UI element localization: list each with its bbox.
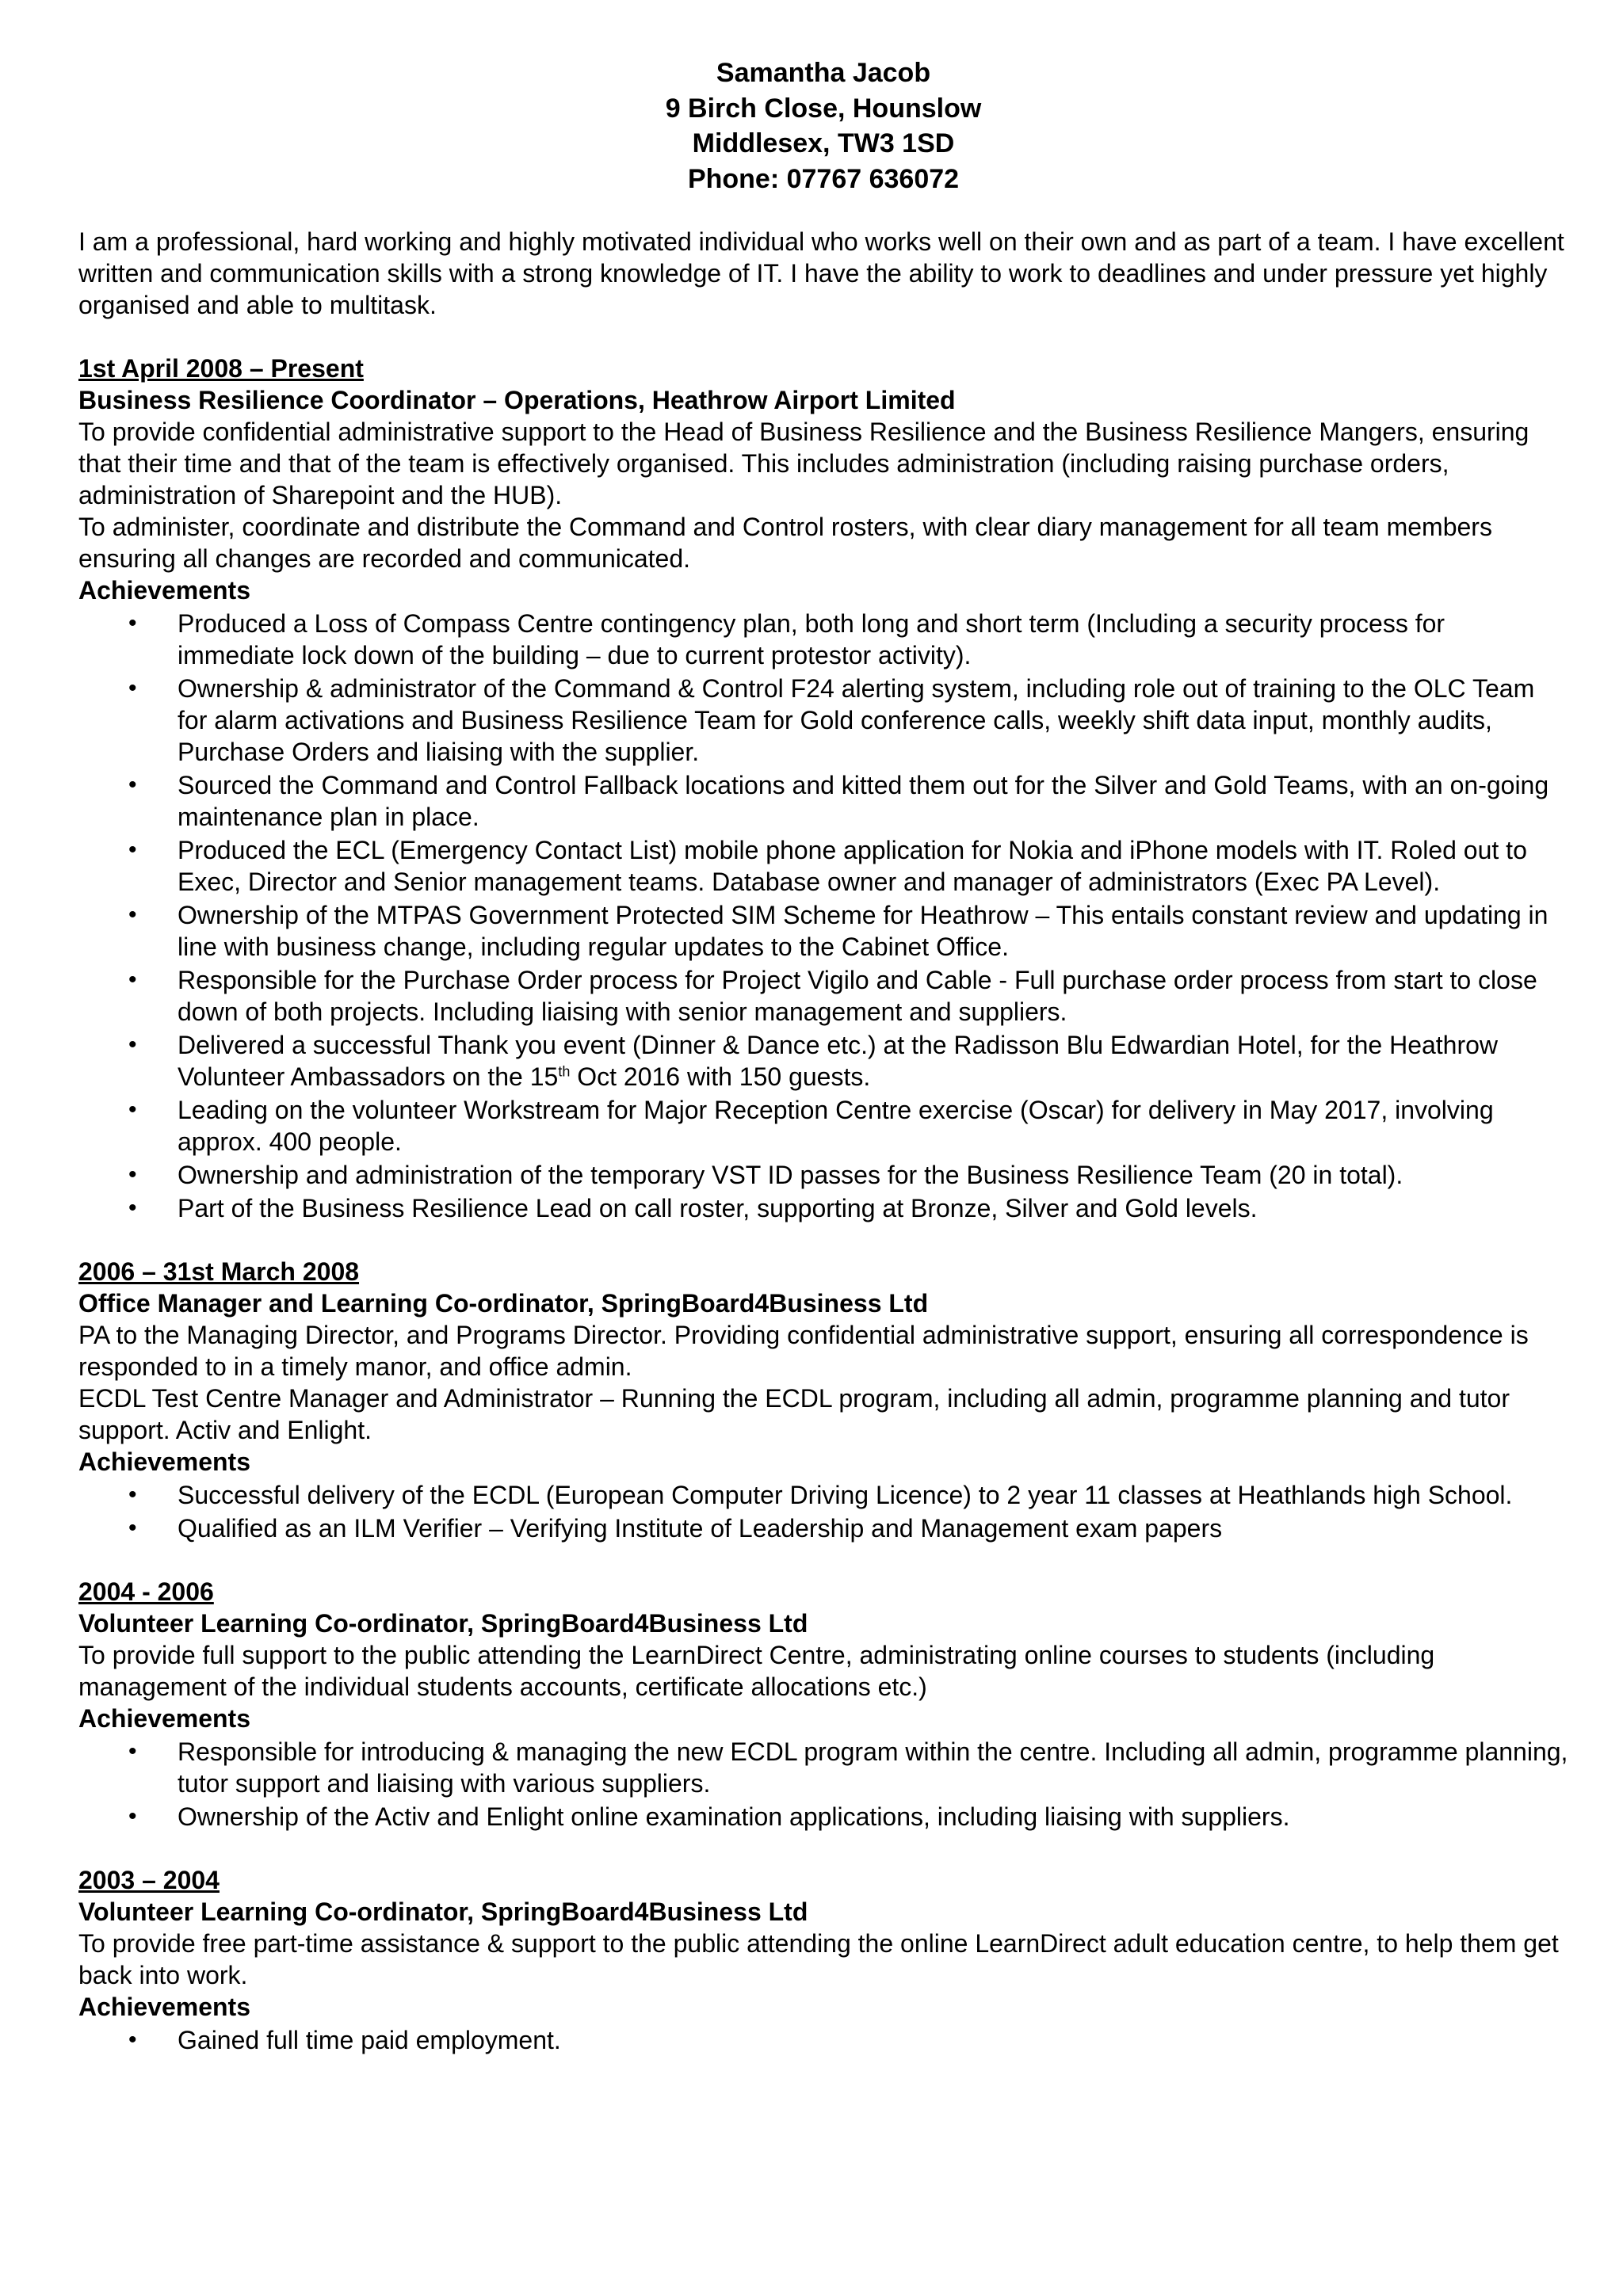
list-item: • Ownership of the Activ and Enlight online examination applications, including liaising with suppliers. <box>128 1802 1290 1831</box>
job-dates: 2006 – 31st March 2008 <box>78 1257 360 1286</box>
bullet-icon: • <box>128 1161 137 1188</box>
achievements-list <box>78 1479 1568 1544</box>
job-section-heathrow <box>78 353 1568 1224</box>
bullet-icon: • <box>128 1032 137 1058</box>
job-description: PA to the Managing Director, and Programs Director. Providing confidential administrative support, ensuring all correspondence is responded to in a timely manor, and office admin. <box>78 1321 1529 1381</box>
achievements-list <box>78 1736 1568 1833</box>
address-line-1: 9 Birch Close, Hounslow <box>665 93 982 124</box>
list-item: • Leading on the volunteer Workstream for Major Reception Centre exercise (Oscar) for delivery in May 2017, involving approx. 400 people. <box>128 1096 1494 1156</box>
job-description: To administer, coordinate and distribute the Command and Control rosters, with clear diary management for all team members ensuring all changes are recorded and communicated. <box>78 513 1492 573</box>
list-item: • Part of the Business Resilience Lead on call roster, supporting at Bronze, Silver and Gold levels. <box>128 1194 1258 1222</box>
job-dates: 2003 – 2004 <box>78 1866 220 1894</box>
list-item: • Gained full time paid employment. <box>128 2026 561 2054</box>
personal-summary: I am a professional, hard working and highly motivated individual who works well on their own and as part of a team. I have excellent written and communication skills with a strong knowledge of IT. I have the ability to work to deadlines and under pressure yet highly organised and able to multitask. <box>78 227 1564 319</box>
bullet-icon: • <box>128 1195 137 1221</box>
list-item: • Successful delivery of the ECDL (European Computer Driving Licence) to 2 year 11 classes at Heathlands high School. <box>128 1481 1513 1509</box>
phone-number: Phone: 07767 636072 <box>687 163 960 194</box>
achievements-heading: Achievements <box>78 1704 250 1733</box>
bullet-icon: • <box>128 837 137 863</box>
bullet-icon: • <box>128 610 137 636</box>
job-role: Business Resilience Coordinator – Operations, Heathrow Airport Limited <box>78 386 956 414</box>
job-dates: 2004 - 2006 <box>78 1577 214 1606</box>
list-item: • Delivered a successful Thank you event (Dinner & Dance etc.) at the Radisson Blu Edwardian Hotel, for the Heathrow Volunteer Ambassadors on the 15th Oct 2016 with 150 guests. <box>128 1031 1499 1091</box>
cv-header <box>78 55 1568 196</box>
list-item: • Ownership and administration of the temporary VST ID passes for the Business Resilience Team (20 in total). <box>128 1161 1403 1189</box>
achievements-list <box>78 608 1568 1224</box>
bullet-icon: • <box>128 772 137 798</box>
bullet-icon: • <box>128 1482 137 1508</box>
job-role: Volunteer Learning Co-ordinator, SpringBoard4Business Ltd <box>78 1609 808 1638</box>
achievements-heading: Achievements <box>78 576 250 605</box>
bullet-icon: • <box>128 1097 137 1123</box>
job-description: ECDL Test Centre Manager and Administrator – Running the ECDL program, including all admin, programme planning and tutor support. Activ and Enlight. <box>78 1384 1510 1444</box>
job-dates: 1st April 2008 – Present <box>78 354 364 383</box>
job-role: Office Manager and Learning Co-ordinator, SpringBoard4Business Ltd <box>78 1289 929 1318</box>
bullet-icon: • <box>128 967 137 993</box>
list-item: • Responsible for the Purchase Order process for Project Vigilo and Cable - Full purchase order process from start to close down of both projects. Including liaising with senior management and suppliers. <box>128 966 1537 1026</box>
bullet-icon: • <box>128 675 137 701</box>
achievements-list <box>78 2024 1568 2056</box>
list-item: • Produced the ECL (Emergency Contact List) mobile phone application for Nokia and iPhone models with IT. Roled out to Exec, Director and Senior management teams. Database owner and manager of administrators (Exec PA Level). <box>128 836 1527 896</box>
job-description: To provide confidential administrative support to the Head of Business Resilience and the Business Resilience Mangers, ensuring that their time and that of the team is effectively organised. This includes administration (including raising purchase orders, administration of Sharepoint and the HUB). <box>78 418 1529 509</box>
bullet-icon: • <box>128 1803 137 1829</box>
job-section-volunteer-2004 <box>78 1576 1568 1833</box>
list-item: • Qualified as an ILM Verifier – Verifying Institute of Leadership and Management exam papers <box>128 1514 1223 1543</box>
job-description: To provide free part-time assistance & support to the public attending the online LearnDirect adult education centre, to help them get back into work. <box>78 1929 1559 1989</box>
achievements-heading: Achievements <box>78 1447 250 1476</box>
candidate-name: Samantha Jacob <box>716 58 931 88</box>
list-item: • Sourced the Command and Control Fallback locations and kitted them out for the Silver and Gold Teams, with an on-going maintenance plan in place. <box>128 771 1549 831</box>
bullet-icon: • <box>128 1738 137 1764</box>
bullet-icon: • <box>128 1515 137 1541</box>
list-item: • Produced a Loss of Compass Centre contingency plan, both long and short term (Including a security process for immediate lock down of the building – due to current protestor activity). <box>128 609 1445 669</box>
bullet-icon: • <box>128 2027 137 2053</box>
list-item: • Ownership of the MTPAS Government Protected SIM Scheme for Heathrow – This entails constant review and updating in line with business change, including regular updates to the Cabinet Office. <box>128 901 1549 961</box>
list-item: • Ownership & administrator of the Command & Control F24 alerting system, including role out of training to the OLC Team for alarm activations and Business Resilience Team for Gold conference calls, weekly shift data input, monthly audits, Purchase Orders and liaising with the supplier. <box>128 674 1535 766</box>
job-role: Volunteer Learning Co-ordinator, SpringBoard4Business Ltd <box>78 1897 808 1926</box>
job-description: To provide full support to the public attending the LearnDirect Centre, administrating online courses to students (including management of the individual students accounts, certificate allocations etc.) <box>78 1641 1435 1701</box>
job-section-volunteer-2003 <box>78 1864 1568 2056</box>
cv-page <box>78 55 1568 2056</box>
achievements-heading: Achievements <box>78 1993 250 2021</box>
job-section-office-manager <box>78 1256 1568 1544</box>
list-item: • Responsible for introducing & managing the new ECDL program within the centre. Including all admin, programme planning, tutor support and liaising with various suppliers. <box>128 1737 1568 1798</box>
address-line-2: Middlesex, TW3 1SD <box>692 128 955 158</box>
bullet-icon: • <box>128 902 137 928</box>
